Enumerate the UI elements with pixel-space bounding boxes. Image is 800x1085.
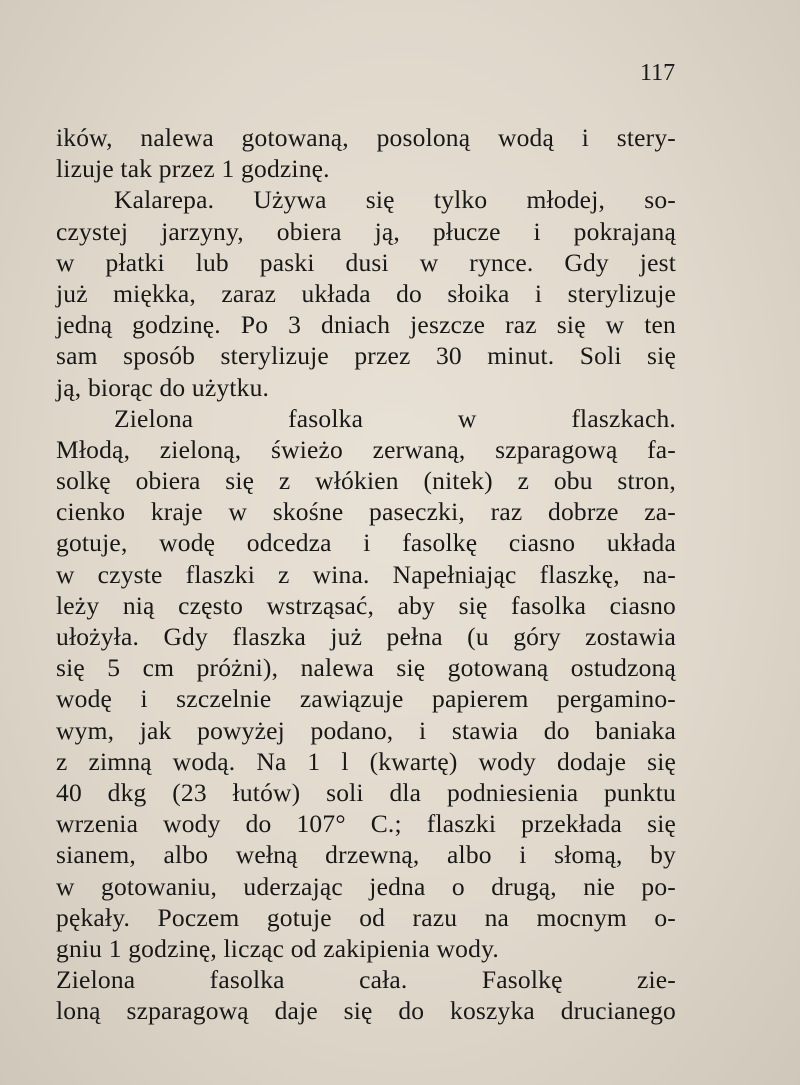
text-line: ików, nalewa gotowaną, posoloną wodą i stery- [56, 123, 676, 152]
text-line: z zimną wodą. Na 1 l (kwartę) wody dodaje się [56, 746, 676, 776]
text-line: w płatki lub paski dusi w rynce. Gdy jest [56, 247, 676, 277]
text-line: się 5 cm próżni), nalewa się gotowaną ostudzoną [56, 653, 676, 683]
text-line: sam sposób sterylizuje przez 30 minut. Soli się [56, 341, 676, 371]
text-line: 40 dkg (23 łutów) soli dla podniesienia punktu [56, 777, 676, 807]
text-line: Młodą, zieloną, świeżo zerwaną, szparagową fa- [56, 434, 676, 464]
text-line: loną szparagową daje się do koszyka drucianego [56, 996, 676, 1026]
text-line: ułożyła. Gdy flaszka już pełna (u góry zostawia [56, 622, 676, 651]
text-line: solkę obiera się z włókien (nitek) z obu stron, [56, 466, 676, 496]
text-line: leży nią często wstrząsać, aby się fasolka ciasno [56, 590, 676, 620]
text-line: gotuje, wodę odcedza i fasolkę ciasno układa [56, 528, 676, 558]
text-line: wodę i szczelnie zawiązuje papierem pergamino- [56, 684, 676, 714]
text-line: sianem, albo wełną drzewną, albo i słomą, by [56, 840, 676, 870]
text-line: czystej jarzyny, obiera ją, płucze i pokrajaną [56, 216, 676, 246]
text-line: Kalarepa. Używa się tylko młodej, so- [114, 185, 676, 215]
page-text [56, 122, 676, 1026]
text-line: cienko kraje w skośne paseczki, raz dobrze za- [56, 497, 676, 527]
text-line: gniu 1 godzinę, licząc od zakipienia wody. [56, 933, 499, 963]
text-line: w gotowaniu, uderzając jedna o drugą, nie po- [56, 871, 676, 901]
text-line: w czyste flaszki z wina. Napełniając flaszkę, na- [56, 559, 676, 589]
text-line: wym, jak powyżej podano, i stawia do baniaka [56, 715, 676, 745]
text-line: ją, biorąc do użytku. [56, 372, 270, 402]
page-number: 117 [640, 60, 676, 86]
text-line: Zielona fasolka w flaszkach. [114, 403, 676, 433]
text-line: pękały. Poczem gotuje od razu na mocnym o- [56, 902, 676, 932]
text-line: jedną godzinę. Po 3 dniach jeszcze raz się w ten [56, 310, 676, 340]
text-line: już miękka, zaraz układa do słoika i sterylizuje [56, 278, 676, 308]
text-line: wrzenia wody do 107° C.; flaszki przekłada się [56, 809, 676, 839]
text-line: Zielona fasolka cała. Fasolkę zie- [56, 965, 676, 995]
text-line: lizuje tak przez 1 godzinę. [56, 154, 330, 184]
